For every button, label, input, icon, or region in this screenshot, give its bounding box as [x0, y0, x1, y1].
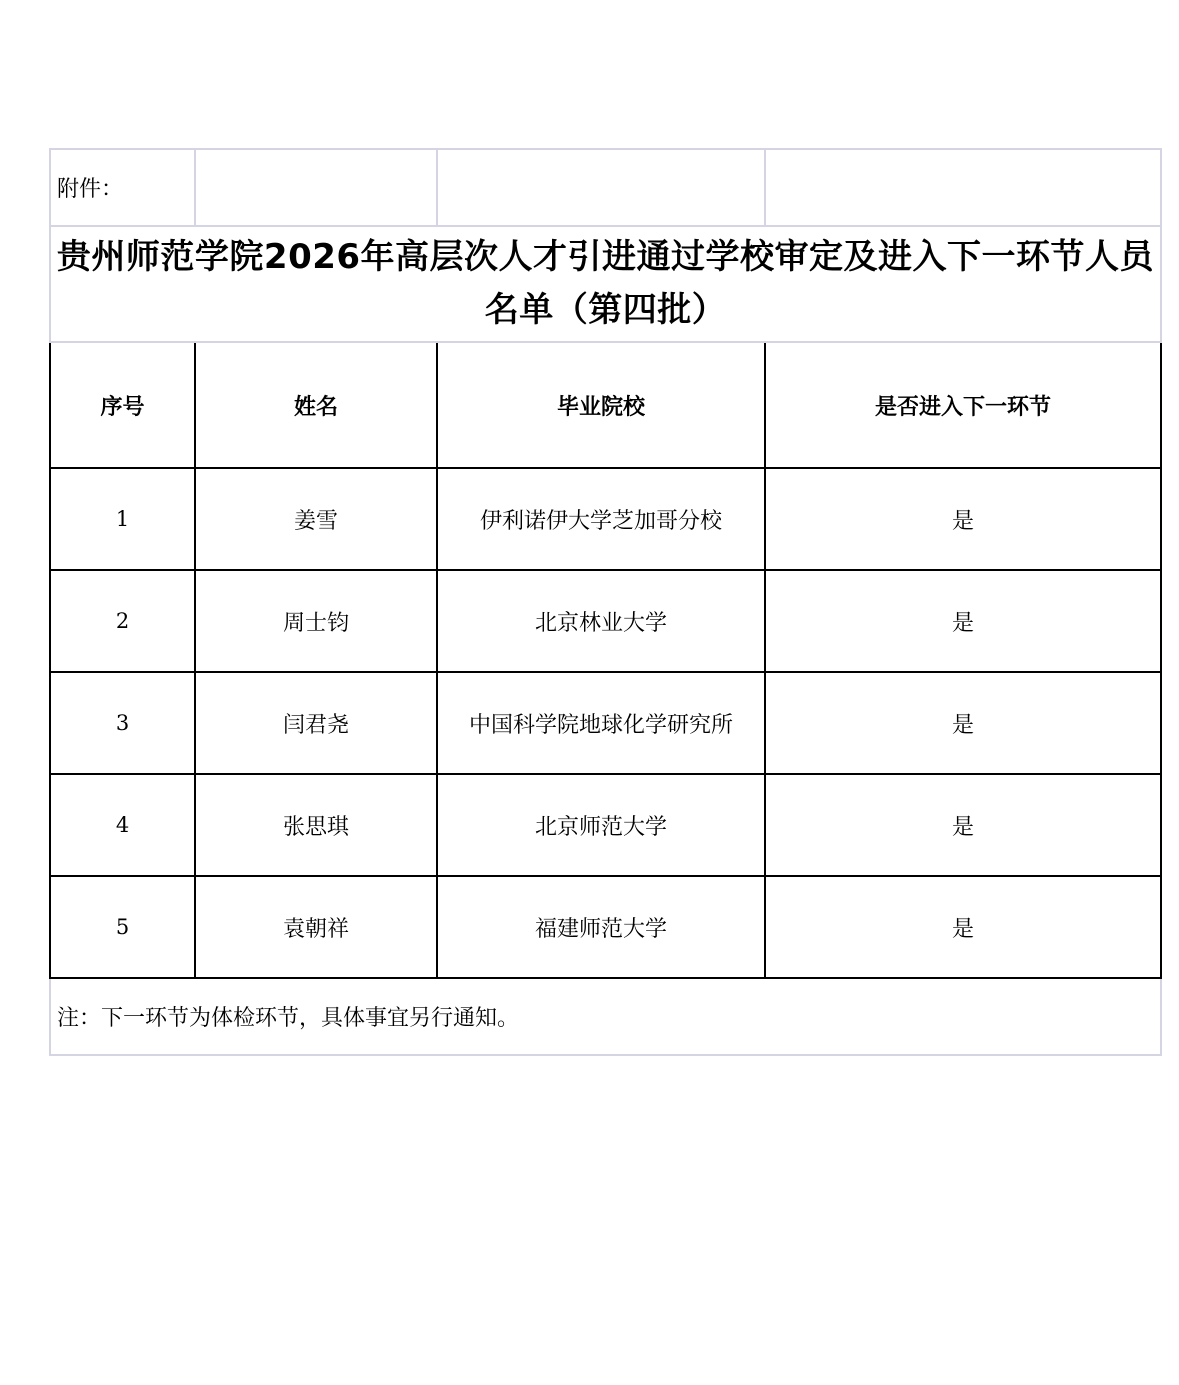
row-school: 北京师范大学 [437, 774, 765, 876]
row-serial: 2 [50, 570, 195, 672]
row-school: 北京林业大学 [437, 570, 765, 672]
row-serial: 5 [50, 876, 195, 978]
table-row [50, 468, 1161, 570]
header-next-stage: 是否进入下一环节 [765, 342, 1161, 468]
table-row [50, 570, 1161, 672]
empty-cell [437, 149, 765, 226]
row-school: 福建师范大学 [437, 876, 765, 978]
row-serial: 4 [50, 774, 195, 876]
table-row [50, 774, 1161, 876]
row-name: 张思琪 [195, 774, 437, 876]
table-header-row [50, 342, 1161, 468]
row-school: 伊利诺伊大学芝加哥分校 [437, 468, 765, 570]
row-serial: 3 [50, 672, 195, 774]
roster-sheet [49, 148, 1160, 1056]
footnote: 注：下一环节为体检环节，具体事宜另行通知。 [50, 978, 1161, 1055]
empty-cell [765, 149, 1161, 226]
row-name: 周士钧 [195, 570, 437, 672]
row-name: 姜雪 [195, 468, 437, 570]
page-title: 贵州师范学院2026年高层次人才引进通过学校审定及进入下一环节人员名单（第四批） [50, 226, 1161, 342]
header-serial: 序号 [50, 342, 195, 468]
row-next-stage: 是 [765, 672, 1161, 774]
row-serial: 1 [50, 468, 195, 570]
header-name: 姓名 [195, 342, 437, 468]
row-next-stage: 是 [765, 774, 1161, 876]
row-next-stage: 是 [765, 468, 1161, 570]
row-name: 闫君尧 [195, 672, 437, 774]
table-row [50, 672, 1161, 774]
row-next-stage: 是 [765, 570, 1161, 672]
row-school: 中国科学院地球化学研究所 [437, 672, 765, 774]
row-name: 袁朝祥 [195, 876, 437, 978]
header-school: 毕业院校 [437, 342, 765, 468]
attachment-row [50, 149, 1161, 226]
table-row [50, 876, 1161, 978]
row-next-stage: 是 [765, 876, 1161, 978]
title-row [50, 226, 1161, 342]
roster-table [49, 148, 1162, 1056]
attachment-label: 附件： [50, 149, 195, 226]
note-row [50, 978, 1161, 1055]
empty-cell [195, 149, 437, 226]
